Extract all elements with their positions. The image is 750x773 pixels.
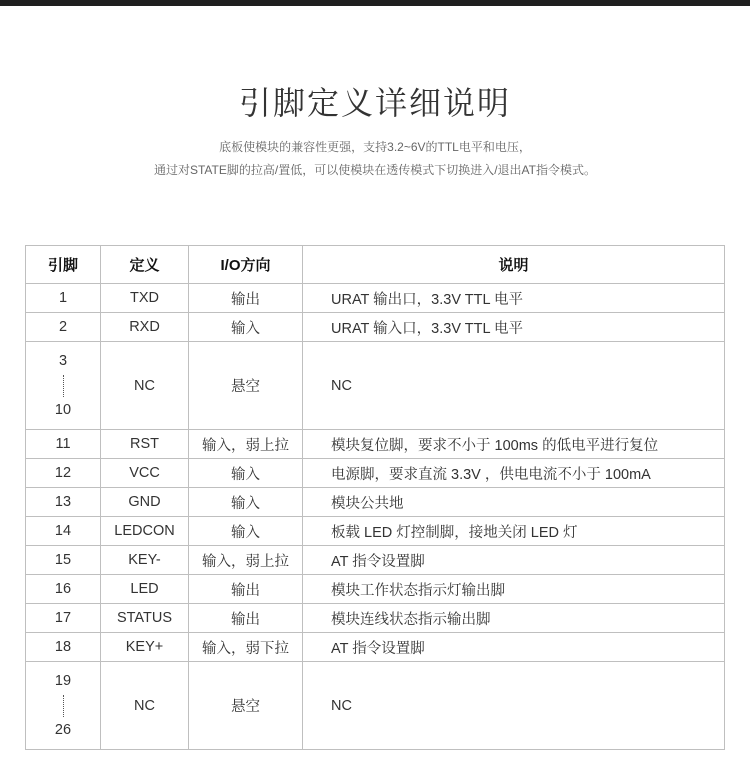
pin-cell: 1 [26,284,101,313]
table-row [26,633,725,662]
io-cell: 输出 [189,604,303,633]
table-row [26,284,725,313]
table-row [26,430,725,459]
pin-cell: 14 [26,517,101,546]
table-row [26,604,725,633]
io-cell: 输入 [189,313,303,342]
pin-cell: 12 [26,459,101,488]
pin-range-cell [26,342,101,430]
description-cell: 模块工作状态指示灯输出脚 [303,575,725,604]
definition-cell: NC [101,662,189,750]
io-cell: 悬空 [189,342,303,430]
description-cell: 模块连线状态指示输出脚 [303,604,725,633]
pin-range-start: 19 [54,673,72,689]
pin-cell: 11 [26,430,101,459]
description-cell: NC [303,662,725,750]
page-title: 引脚定义详细说明 [238,84,511,122]
table-row [26,517,725,546]
table-row [26,662,725,750]
table-header-row [26,246,725,284]
description-cell: URAT 输出口，3.3V TTL 电平 [303,284,725,313]
description-cell: 模块复位脚，要求不小于 100ms 的低电平进行复位 [303,430,725,459]
io-cell: 输入，弱下拉 [189,633,303,662]
definition-cell: NC [101,342,189,430]
definition-cell: KEY+ [101,633,189,662]
table-row [26,575,725,604]
subtitle-line-2: 通过对STATE脚的拉高/置低，可以使模块在透传模式下切换进入/退出AT指令模式。 [153,163,596,177]
pin-definition-table [25,245,725,750]
io-cell: 输出 [189,284,303,313]
pin-range-end: 26 [54,721,72,738]
table-row [26,313,725,342]
description-cell: 电源脚，要求直流 3.3V ，供电电流不小于 100mA [303,459,725,488]
table-row [26,488,725,517]
header-pin: 引脚 [26,246,101,284]
table-row [26,459,725,488]
range-dots [63,375,64,397]
pin-cell: 17 [26,604,101,633]
subtitle-line-1: 底板使模块的兼容性更强，支持3.2~6V的TTL电平和电压， [219,140,531,154]
header-description: 说明 [303,246,725,284]
definition-cell: LEDCON [101,517,189,546]
definition-cell: RXD [101,313,189,342]
table-row [26,546,725,575]
io-cell: 输入 [189,459,303,488]
pin-cell: 18 [26,633,101,662]
pin-cell: 2 [26,313,101,342]
pin-range-start: 3 [58,353,68,369]
description-cell: NC [303,342,725,430]
description-cell: 板载 LED 灯控制脚，接地关闭 LED 灯 [303,517,725,546]
definition-cell: LED [101,575,189,604]
pin-range-cell [26,662,101,750]
definition-cell: GND [101,488,189,517]
pin-cell: 15 [26,546,101,575]
description-cell: AT 指令设置脚 [303,546,725,575]
definition-cell: TXD [101,284,189,313]
description-cell: URAT 输入口，3.3V TTL 电平 [303,313,725,342]
range-dots [63,695,64,717]
top-bar [0,0,750,6]
pin-range-end: 10 [54,401,72,418]
definition-cell: STATUS [101,604,189,633]
io-cell: 输入，弱上拉 [189,546,303,575]
description-cell: AT 指令设置脚 [303,633,725,662]
io-cell: 输入 [189,488,303,517]
pin-cell: 13 [26,488,101,517]
header-definition: 定义 [101,246,189,284]
io-cell: 输入，弱上拉 [189,430,303,459]
description-cell: 模块公共地 [303,488,725,517]
table-row [26,342,725,430]
definition-cell: VCC [101,459,189,488]
definition-cell: KEY- [101,546,189,575]
io-cell: 输出 [189,575,303,604]
pin-cell: 16 [26,575,101,604]
io-cell: 悬空 [189,662,303,750]
definition-cell: RST [101,430,189,459]
header-io-direction: I/O方向 [189,246,303,284]
io-cell: 输入 [189,517,303,546]
